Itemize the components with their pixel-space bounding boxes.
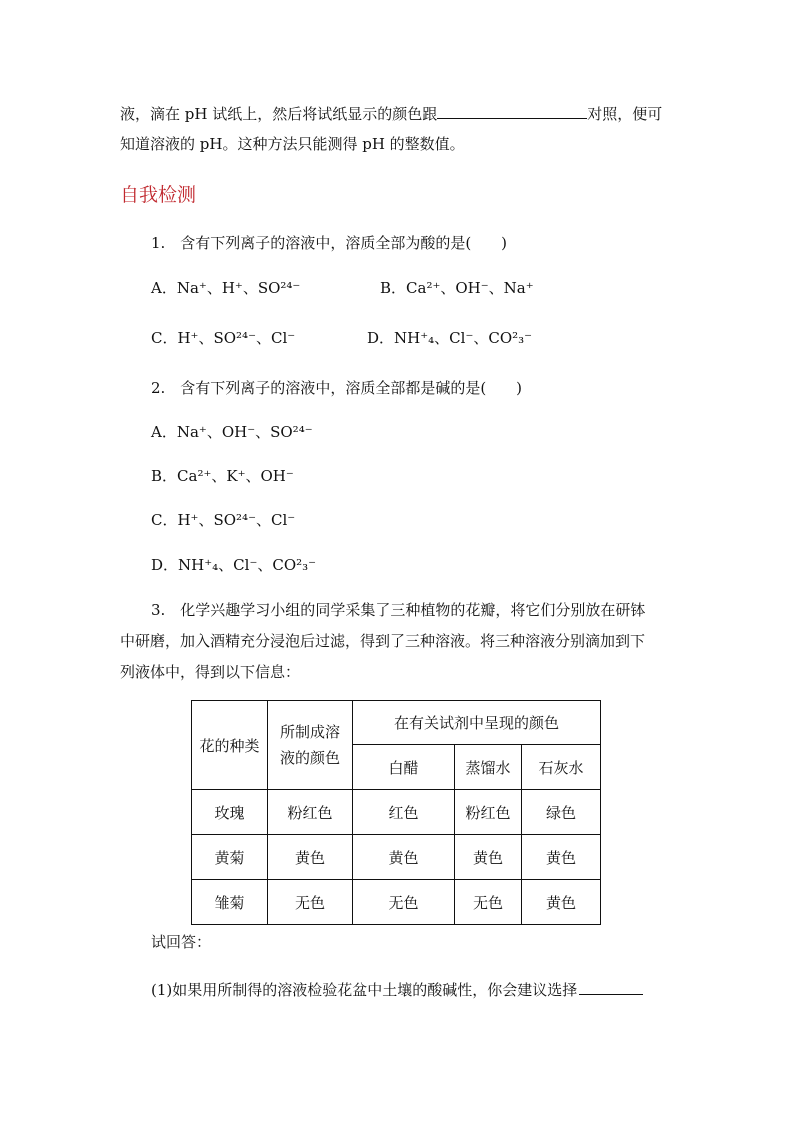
- q1-option-b: B．Ca²⁺、OH⁻、Na⁺: [380, 279, 534, 297]
- header-limewater: 石灰水: [522, 745, 601, 790]
- q3-line-2: 中研磨，加入酒精充分浸泡后过滤，得到了三种溶液。将三种溶液分别滴加到下: [120, 632, 646, 650]
- q1-option-a: A．Na⁺、H⁺、SO²⁴⁻: [151, 279, 301, 297]
- table-cell: 粉红色: [455, 790, 522, 835]
- answer-prompt: 试回答：: [151, 933, 212, 951]
- sub-question-1-blank[interactable]: [579, 978, 643, 995]
- header-solution-color: [268, 701, 353, 790]
- table-cell: 无色: [353, 880, 455, 925]
- q3-line-3: 列液体中，得到以下信息：: [120, 663, 301, 681]
- intro-text-after-blank: 对照，便可: [587, 105, 663, 123]
- header-flower-type: 花的种类: [192, 701, 268, 790]
- table-cell: 黄色: [522, 835, 601, 880]
- q2-option-d: D．NH⁺₄、Cl⁻、CO²₃⁻: [151, 556, 317, 574]
- q3-line-1: 3. 化学兴趣学习小组的同学采集了三种植物的花瓣，将它们分别放在研钵: [151, 601, 646, 619]
- table-cell: 红色: [353, 790, 455, 835]
- header-solution-color-line-2: 液的颜色: [279, 749, 340, 767]
- table-cell: 黄色: [522, 880, 601, 925]
- header-distilled-water: 蒸馏水: [455, 745, 522, 790]
- q2-stem: 2. 含有下列离子的溶液中，溶质全部都是碱的是( ): [151, 379, 523, 397]
- intro-text-before-blank: 液，滴在 pH 试纸上，然后将试纸显示的颜色跟: [120, 105, 438, 123]
- answer-blank[interactable]: [437, 102, 587, 119]
- q1-option-c: C．H⁺、SO²⁴⁻、Cl⁻: [151, 329, 296, 347]
- table-cell: 绿色: [522, 790, 601, 835]
- table-cell: 黄色: [268, 835, 353, 880]
- intro-line-2: 知道溶液的 pH。这种方法只能测得 pH 的整数值。: [120, 135, 465, 153]
- table-cell: 黄色: [455, 835, 522, 880]
- intro-line-1: [120, 102, 662, 124]
- header-vinegar: 白醋: [353, 745, 455, 790]
- q2-option-c: C．H⁺、SO²⁴⁻、Cl⁻: [151, 511, 296, 529]
- table-cell: 雏菊: [192, 880, 268, 925]
- table-cell: 粉红色: [268, 790, 353, 835]
- sub-question-1: [151, 978, 643, 1000]
- q2-option-a: A．Na⁺、OH⁻、SO²⁴⁻: [151, 423, 313, 441]
- table-cell: 黄菊: [192, 835, 268, 880]
- header-solution-color-line-1: 所制成溶: [279, 723, 340, 741]
- table-cell: 玫瑰: [192, 790, 268, 835]
- table-cell: 黄色: [353, 835, 455, 880]
- q2-option-b: B．Ca²⁺、K⁺、OH⁻: [151, 467, 294, 485]
- table-row: [192, 790, 601, 835]
- table-row: [192, 835, 601, 880]
- section-title: 自我检测: [120, 184, 197, 206]
- table-cell: 无色: [268, 880, 353, 925]
- flower-color-table: [191, 700, 601, 925]
- q1-option-d: D．NH⁺₄、Cl⁻、CO²₃⁻: [367, 329, 533, 347]
- q1-stem: 1. 含有下列离子的溶液中，溶质全部为酸的是( ): [151, 234, 508, 252]
- header-reagent-colors: 在有关试剂中呈现的颜色: [353, 701, 601, 745]
- table-row: [192, 880, 601, 925]
- sub-question-1-text: (1)如果用所制得的溶液检验花盆中土壤的酸碱性，你会建议选择: [151, 981, 578, 999]
- table-cell: 无色: [455, 880, 522, 925]
